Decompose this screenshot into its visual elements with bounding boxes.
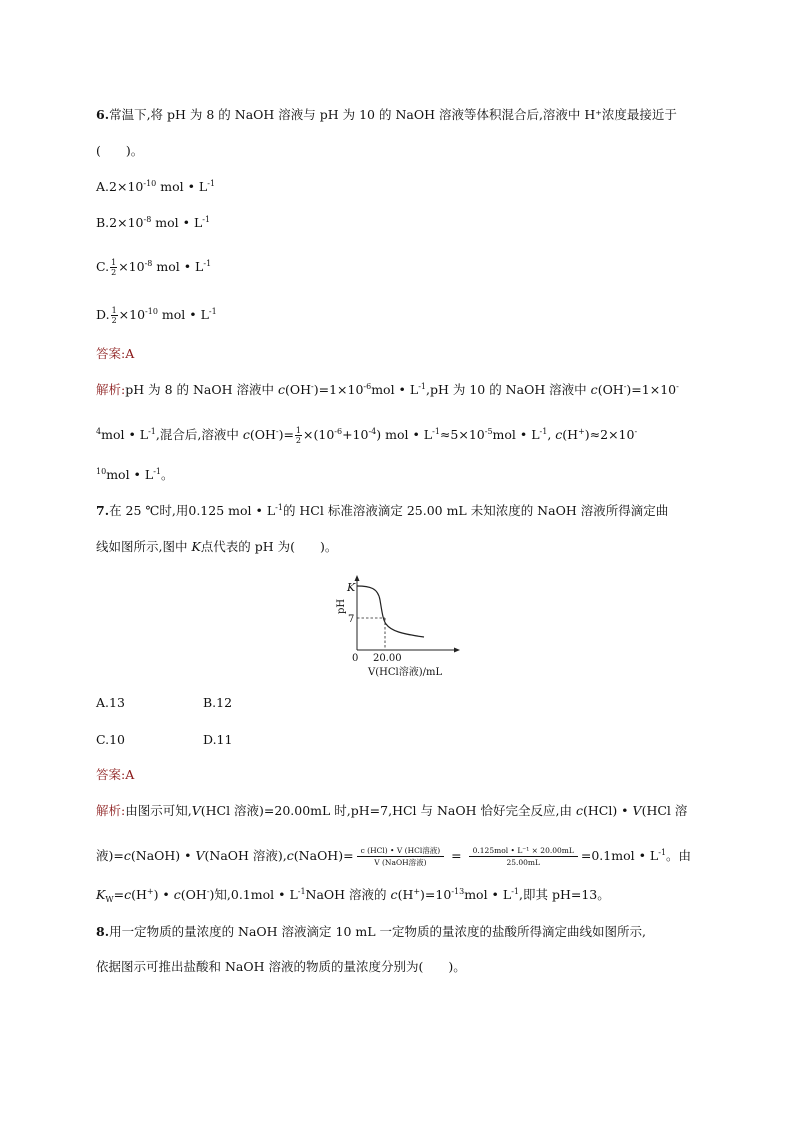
q6-answer: 答案:A xyxy=(96,346,135,361)
q6-number: 6. xyxy=(96,107,110,122)
k-label: K xyxy=(347,581,356,594)
q7-explanation-line3: $K_W=c(H^+)$ • c(OH-)知,0.1mol • $L^{-1}NaOH$ 溶液的 $c(H^+)=10^{-13}mol$ • $L^{-1}$,即其 pH=13。 xyxy=(96,887,610,904)
q6-option-b: $B.2\times 10^{-8}$ mol • $L^{-1}$ xyxy=(96,215,211,230)
q7-stem-line2: 线如图所示,图中 K点代表的 pH 为( )。 xyxy=(96,539,338,554)
fraction-concentration-values: $\frac{\text{0.125mol • L⁻¹ × 20.00mL}}{25.00mL}$ xyxy=(469,845,578,868)
q6-stem-text: 常温下,将 pH 为 8 的 NaOH 溶液与 pH 为 10 的 NaOH 溶液等体积混合后,溶液中 H⁺浓度最接近于 xyxy=(109,107,677,122)
y-axis-label: pH xyxy=(336,598,347,614)
q6-option-a: $A.2\times 10^{-10}$ mol • $L^{-1}$ xyxy=(96,179,216,194)
q7-option-a: A.13 xyxy=(96,695,125,710)
q6-option-c: C. $\frac{1}{2}$ $\times 10^{-8}$ mol • $L^{-1}$ xyxy=(96,258,212,277)
titration-curve-figure xyxy=(334,574,464,682)
q6-stem-line2: ( )。 xyxy=(96,143,144,158)
x-axis-label: V(HCl溶液)/mL xyxy=(368,667,443,678)
q7-explanation-line1: 解析:由图示可知,V(HCl 溶液)=20.00mL 时,pH=7,HCl 与 NaOH 恰好完全反应,由 c(HCl) • V(HCl 溶 xyxy=(96,803,688,818)
x-axis-arrow xyxy=(454,648,460,653)
y-tick-7: 7 xyxy=(348,614,355,625)
y-axis-arrow xyxy=(355,575,360,581)
q6-explanation-line3: $^{10}$mol • $L^{-1}$。 xyxy=(96,467,174,482)
x-tick-20: 20.00 xyxy=(373,653,402,664)
q7-answer: 答案:A xyxy=(96,767,135,782)
origin-label: 0 xyxy=(352,653,359,664)
q8-stem-line1: 8.用一定物质的量浓度的 NaOH 溶液滴定 10 mL 一定物质的量浓度的盐酸所得滴定曲线如图所示, xyxy=(96,924,647,939)
q6-stem-line1 xyxy=(96,106,677,124)
q6-explanation-line1: 解析:pH 为 8 的 NaOH 溶液中 $c(OH^-)=1\times 10^{-6}mol$ • $L^{-1},pH$ 为 10 的 NaOH 溶液中 c(OH-)=1×10- xyxy=(96,382,679,397)
fraction-one-half: $\frac{1}{2}$ xyxy=(111,258,117,277)
titration-curve xyxy=(357,586,424,637)
fraction-concentration-formula: $\frac{\text{c (HCl) • V (HCl溶液)}}{\text{V (NaOH溶液)}}$ xyxy=(357,845,445,868)
q7-option-c: C.10 xyxy=(96,732,125,747)
q7-option-b: B.12 xyxy=(203,695,233,710)
fraction-one-half: $\frac{1}{2}$ xyxy=(295,426,302,445)
q6-option-d: D. $\frac{1}{2}$ $\times 10^{-10}$ mol • $L^{-1}$ xyxy=(96,306,217,325)
q7-explanation-line2: 液)=c(NaOH) • V(NaOH 溶液),c(NaOH)= $\frac{\text{c (HCl) • V (HCl溶液)}}{\text{V (NaOH溶液)}}$ = $\frac{\text{0.125mol • L⁻¹ × 20.00mL}}{25.00mL}$ =0.1mol • $L^{-1}$。由 xyxy=(96,846,692,867)
q7-option-d: D.11 xyxy=(203,732,233,747)
q7-stem-line1: 7.在 25 ℃时,用0.125 mol • $L^{-1}$的 HCl 标准溶液滴定 25.00 mL 未知浓度的 NaOH 溶液所得滴定曲 xyxy=(96,503,669,518)
fraction-one-half: $\frac{1}{2}$ xyxy=(111,306,117,325)
q6-explanation-line2: $^4$mol • $L^{-1}$,混合后,溶液中 c(OH-)= $\frac{1}{2}$ $\times(10^{-6}+10^{-4})$ mol • $L^{-1}\approx 5\times 10^{-5}mol$ • $L^{-1}$, c(H+)≈2×10- xyxy=(96,426,638,445)
q8-stem-line2: 依据图示可推出盐酸和 NaOH 溶液的物质的量浓度分别为( )。 xyxy=(96,959,466,974)
